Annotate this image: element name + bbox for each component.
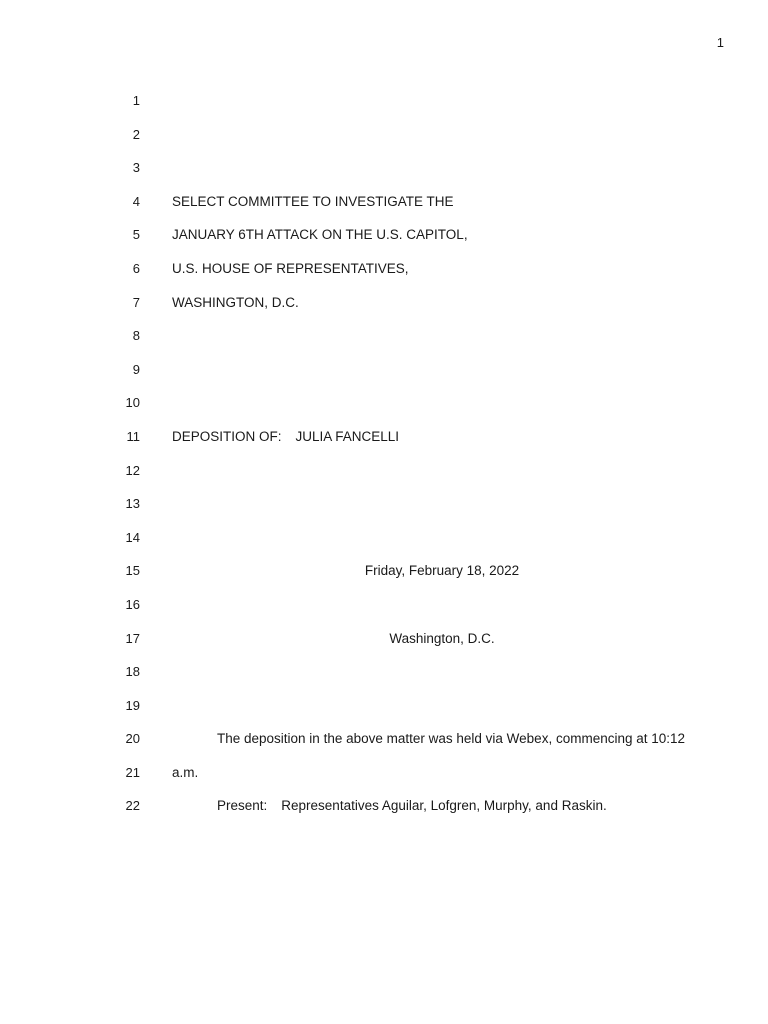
line-number: 8 xyxy=(132,328,140,344)
deposition-of-label: DEPOSITION OF: xyxy=(172,428,282,444)
committee-name-line: SELECT COMMITTEE TO INVESTIGATE THE xyxy=(172,193,454,209)
transcript-line xyxy=(0,428,768,462)
committee-name-line: JANUARY 6TH ATTACK ON THE U.S. CAPITOL, xyxy=(172,227,468,243)
line-number: 1 xyxy=(132,93,140,108)
deposition-of-line xyxy=(172,428,399,446)
deposition-location: Washington, D.C. xyxy=(389,630,495,646)
present-members: Representatives Aguilar, Lofgren, Murphy, and Raskin. xyxy=(281,798,607,814)
line-number: 18 xyxy=(125,664,140,680)
transcript-line xyxy=(0,797,768,831)
line-number: 12 xyxy=(125,462,140,478)
committee-location-line: WASHINGTON, D.C. xyxy=(172,294,299,310)
line-number: 2 xyxy=(132,126,140,142)
line-number: 7 xyxy=(132,294,140,310)
line-number: 11 xyxy=(126,428,140,444)
transcript-line xyxy=(0,92,768,126)
line-number: 19 xyxy=(125,697,140,713)
line-number: 4 xyxy=(132,193,140,209)
line-number: 3 xyxy=(132,160,140,176)
transcript-line xyxy=(0,562,768,596)
transcript-line xyxy=(0,730,768,764)
line-number: 20 xyxy=(125,731,140,747)
present-line xyxy=(217,797,607,815)
transcript-line xyxy=(0,764,768,798)
body-paragraph-text: The deposition in the above matter was held via Webex, commencing at 10:12 xyxy=(217,731,686,747)
transcript-line xyxy=(0,159,768,193)
line-number: 14 xyxy=(125,529,140,545)
transcript-line xyxy=(0,596,768,630)
line-number: 9 xyxy=(132,361,140,377)
line-number: 21 xyxy=(125,764,140,780)
line-number: 22 xyxy=(125,798,140,814)
transcript-line xyxy=(0,126,768,160)
transcript-line xyxy=(0,226,768,260)
deponent-name: JULIA FANCELLI xyxy=(295,428,400,444)
transcript-line xyxy=(0,260,768,294)
transcript-line xyxy=(0,630,768,664)
deposition-date: Friday, February 18, 2022 xyxy=(364,563,520,579)
present-label: Present: xyxy=(217,798,268,814)
transcript-line xyxy=(0,394,768,428)
transcript-line xyxy=(0,462,768,496)
page-number: 1 xyxy=(716,35,724,50)
line-number: 13 xyxy=(125,496,140,512)
transcript-line xyxy=(0,697,768,731)
line-number: 10 xyxy=(125,395,140,411)
line-number: 16 xyxy=(125,596,140,612)
line-number: 5 xyxy=(132,227,140,243)
transcript-line xyxy=(0,361,768,395)
transcript-line xyxy=(0,193,768,227)
transcript-line xyxy=(0,327,768,361)
line-number: 15 xyxy=(125,563,140,579)
line-number: 17 xyxy=(125,630,140,646)
transcript-line xyxy=(0,294,768,328)
transcript-line xyxy=(0,663,768,697)
transcript-lines xyxy=(0,92,768,831)
body-paragraph-text: a.m. xyxy=(172,764,199,780)
transcript-line xyxy=(0,495,768,529)
transcript-line xyxy=(0,529,768,563)
committee-name-line: U.S. HOUSE OF REPRESENTATIVES, xyxy=(172,260,409,276)
line-number: 6 xyxy=(132,260,140,276)
